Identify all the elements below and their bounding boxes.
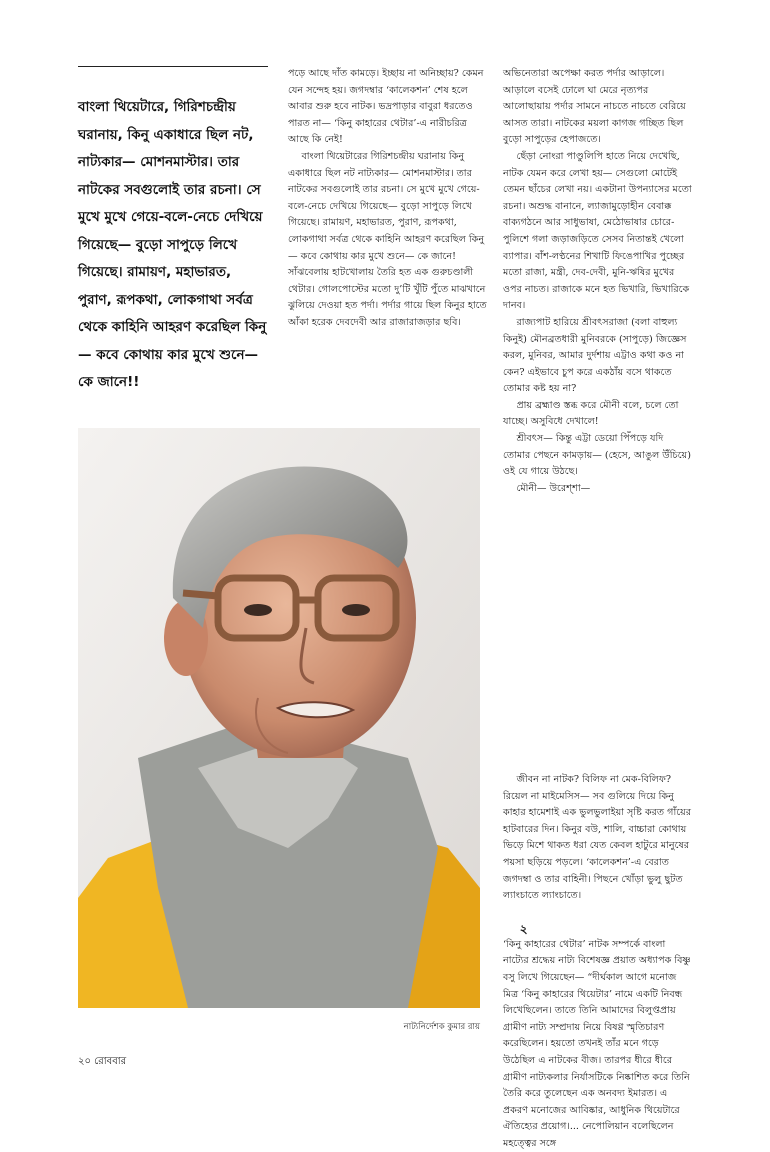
article-column-right-bottom [503,772,693,1152]
paragraph: রাজ্যপাট হারিয়ে শ্রীবৎসরাজা (বলা বাহুল্য কিনুই) মৌনব্রতধারী মুনিবরকে (সাপুড়ে) জিজ্ঞেস করল, মুনিবর, আমার দুর্দশায় এট্টাও কথা কও না কেন? এইভাবে চুপ করে একঠাঁয় বসে থাকতে তোমার কষ্ট হয় না? [503,316,687,395]
portrait-photo [78,428,480,1008]
paragraph: অভিনেতারা অপেক্ষা করত পর্দার আড়ালে। আড়ালে বসেই ঢোলে ঘা মেরে নৃত্যপর আলোছায়ায় পর্দার সামনে নাচতে নাচতে বেরিয়ে আসত তারা। নাটকের ময়লা কাগজ গচ্ছিত ছিল বুড়ো সাপুড়ের হেপাজতে। [503,68,686,146]
paragraph: ‘কিনু কাহারের থেটার’ নাটক সম্পর্কে বাংলা নাট্যের শ্রদ্ধেয় নাট্য বিশেষজ্ঞ প্রয়াত অধ্যাপক বিষ্ণু বসু লিখে গিয়েছেন— “দীর্ঘকাল আগে মনোজ মিত্র ‘কিনু কাহারের থিয়েটার’ নামে একটি নিবন্ধ লিখেছিলেন। তাতে তিনি আমাদের বিলুপ্তপ্রায় গ্রামীণ নাট্য সম্প্রদায় নিয়ে বিষণ্ণ স্মৃতিচারণ করেছিলেন। হয়তো তখনই তাঁর মনে গড়ে উঠেছিল এ নাটকের বীজ। তারপর ধীরে ধীরে গ্রামীণ নাট্যকলার নির্যাসটিকে নিষ্কাশিত করে তিনি তৈরি করে তুলেছেন এক অনবদ্য ইমারত। এ প্রকরণ মনোজের আবিষ্কার, আধুনিক থিয়েটারে ঐতিহ্যের প্রয়োগ।... নেপোলিয়ান বলেছিলেন মহত্ত্বের সঙ্গে [503,938,691,1149]
article-column-right-top [503,66,693,497]
paragraph: বাংলা থিয়েটারের গিরিশচন্দ্রীয় ঘরানায় কিনু একাধারে ছিল নট নাট্যকার— মোশনমাস্টার। তার নাটকের সবগুলোই তার রচনা। সে মুখে মুখে গেয়ে-বলে-নেচে দেখিয়ে গিয়েছে— বুড়ো সাপুড়ে লিখে গিয়েছে। রামায়ণ, মহাভারত, পুরাণ, রূপকথা, লোকগাথা সর্বত্র থেকে কাহিনি আহরণ করেছিল কিনু— কবে কোথায় কার মুখে শুনে— কে জানে! সাঁঝবেলায় হাটখোলায় তৈরি হত এক গুরুচণ্ডালী থেটার। গোলপোস্টের মতো দু’টি খুঁটি পুঁতে মাঝখানে ঝুলিয়ে দেওয়া হত পর্দা। পর্দার গায়ে ছিল কিনুর হাতে আঁকা হরেক দেবদেবী আর রাজারাজড়ার ছবি। [288,150,487,328]
portrait-illustration [78,428,480,1008]
page-folio: ২০ রোববার [78,1056,127,1067]
photo-caption: নাট্যনির্দেশক কুমার রায় [403,1022,480,1032]
paragraph: শ্রীবৎস— কিন্তু এট্টা ডেয়ো পিঁপড়ে যদি তোমার পেছনে কামড়ায়— (হেসে, আঙুল উঁচিয়ে) ওই যে গায়ে উঠছে। [503,433,691,478]
paragraph: প্রায় ব্রহ্মাণ্ড স্তব্ধ করে মৌনী বলে, চলে তো যাচ্ছে। অসুবিধে দেখালে! [503,399,679,428]
paragraph: মৌনী— উরেশ্শা— [516,482,591,494]
article-column-middle [288,66,488,332]
pull-quote: বাংলা থিয়েটারে, গিরিশচন্দ্রীয় ঘরানায়, কিনু একাধারে ছিল নট, নাট্যকার— মোশনমাস্টার। তার নাটকের সবগুলোই তার রচনা। সে মুখে মুখে গেয়ে-বলে-নেচে দেখিয়ে গিয়েছে— বুড়ো সাপুড়ে লিখে গিয়েছে। রামায়ণ, মহাভারত, পুরাণ, রূপকথা, লোকগাথা সর্বত্র থেকে কাহিনি আহরণ করেছিল কিনু— কবে কোথায় কার মুখে শুনে— কে জানে!! [78,99,267,390]
paragraph: পড়ে আছে দাঁত কামড়ে। ইচ্ছায় না অনিচ্ছায়? কেমন যেন সন্দেহ হয়। জগদম্বার ‘কালেকশন’ শেষ হলে আবার শুরু হবে নাটক। ভদ্রপাড়ার বাবুরা ধরতেও পারত না— ‘কিনু কাহারের থেটার’-এ নারীচরিত্র আছে কি নেই! [288,68,484,146]
section-number: ২ [519,921,528,936]
paragraph: জীবন না নাটক? বিলিফ না মেক-বিলিফ? রিয়েল না মাইমেসিস— সব গুলিয়ে দিয়ে কিনু কাহার হামেশাই এক ভুলভুলাইয়া সৃষ্টি করত গাঁয়ের হাটবারের দিন। কিনুর বউ, শালি, বাচ্চারা কোথায় ভিড়ে মিশে থাকত ধরা যেত কেবল হাটুরে মানুষের পয়সা ছড়িয়ে পড়লে। ‘কালেকশন’-এ বেরাত জগদম্বা ও তার বাহিনী। পিছনে খোঁড়া ভুলু ছুটত ল্যাংচাতে ল্যাংচাতে। [503,774,692,902]
top-rule [78,66,268,67]
paragraph: ছেঁড়া নোংরা পাণ্ডুলিপি হাতে নিয়ে দেখেছি, নাটক যেমন করে লেখা হয়— সেগুলো মোটেই তেমন ছাঁচের লেখা নয়। একটানা উপন্যাসের মতো রচনা। অশুদ্ধ বানানে, ল্যাজামুড়োহীন বেবাক্ক বাক্যগঠনে আর সাধুভাষা, মেঠোভাষার চোরে-পুলিশে গলা জড়াজড়িতে সেসব নিতান্তই খেলো ব্যাপার। বাঁশ-লণ্ঠনের শিখাটি ফিঙেপাখির পুচ্ছের মতো রাজা, মন্ত্রী, দেব-দেবী, মুনি-ঋষির মুখের ওপর নাচত। রাজাকে মনে হত ভিখারি, ভিখারিকে দানব। [503,150,692,312]
